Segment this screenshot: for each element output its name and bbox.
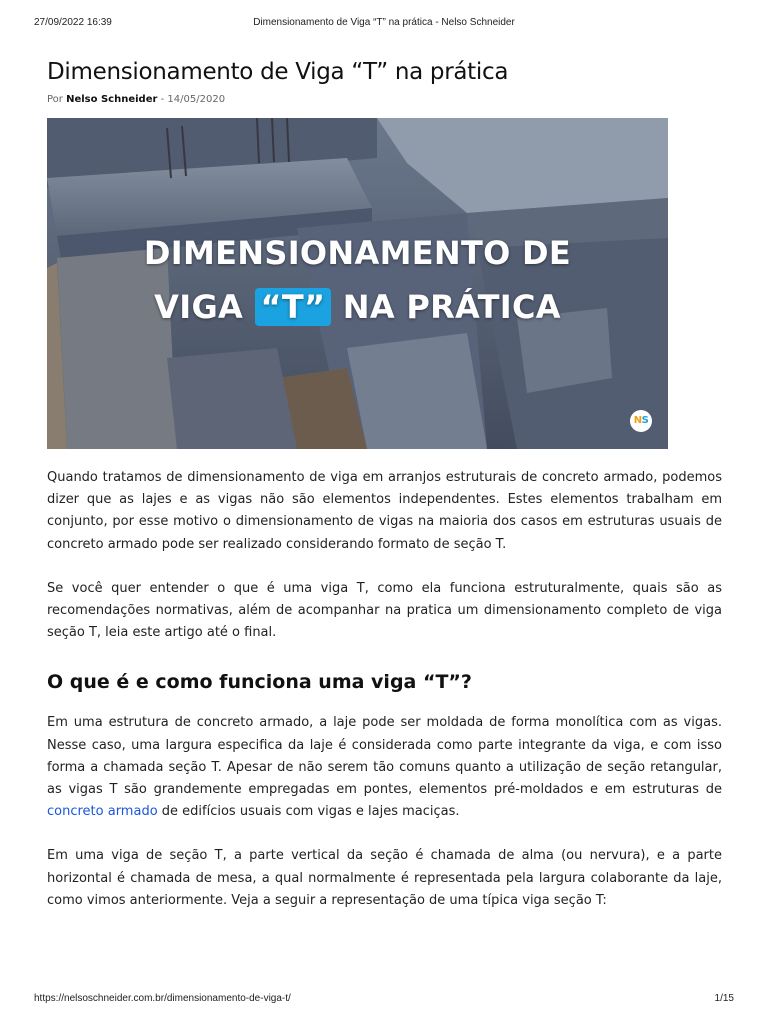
article — [47, 52, 722, 912]
article-title: Dimensionamento de Viga “T” na prática — [47, 59, 509, 85]
print-page-title: Dimensionamento de Viga “T” na prática - Nelso Schneider — [253, 17, 515, 28]
hero-title-na-pratica: NA PRÁTICA — [342, 288, 561, 326]
print-header — [0, 17, 768, 31]
concrete-beams-illustration — [47, 118, 668, 449]
byline — [47, 92, 722, 118]
ns-logo-s: S — [641, 415, 649, 426]
byline-separator: - — [160, 94, 165, 105]
call-to-action-paragraph: Se você quer entender o que é uma viga T, como ela funciona estruturalmente, quais são as recomendações normativas, além de acompanhar na pratica um dimensionamento completo de viga seção T, leia este artigo até o final. — [47, 580, 722, 641]
publish-date: 14/05/2020 — [167, 94, 226, 105]
ns-logo — [630, 410, 652, 432]
definition-text-end: de edifícios usuais com vigas e lajes maciças. — [157, 804, 460, 820]
print-page-number: 1/15 — [714, 993, 734, 1004]
definition-text-start: Em uma estrutura de concreto armado, a laje pode ser moldada de forma monolítica com as vigas. Nesse caso, uma largura especifica da laje é considerada como parte integrante da viga, e com isso forma a chamada seção T. Apesar de não serem tão comuns quanto a utilização de seção retangular, as vigas T são grandemente empregadas em pontes, elementos pré-moldados e em estruturas de — [47, 715, 722, 798]
section-heading: O que é e como funciona uma viga “T”? — [47, 671, 472, 694]
hero-title-line2 — [47, 288, 668, 326]
hero-title-t-highlight: “T” — [255, 288, 332, 326]
hero-image — [47, 118, 668, 449]
print-url: https://nelsoschneider.com.br/dimensionamento-de-viga-t/ — [34, 993, 291, 1004]
print-datetime: 27/09/2022 16:39 — [34, 17, 112, 28]
author-link[interactable]: Nelso Schneider — [66, 94, 158, 105]
alma-mesa-paragraph: Em uma viga de seção T, a parte vertical da seção é chamada de alma (ou nervura), e a parte horizontal é chamada de mesa, a qual normalmente é representada pela largura colaborante da laje, como vimos anteriormente. Veja a seguir a representação de uma típica viga seção T: — [47, 848, 722, 908]
ns-logo-n: N — [633, 415, 642, 426]
hero-title-line1: DIMENSIONAMENTO DE — [143, 234, 572, 272]
byline-prefix: Por — [47, 94, 63, 105]
definition-paragraph — [47, 712, 722, 823]
print-footer — [0, 993, 768, 1007]
concreto-armado-link[interactable]: concreto armado — [47, 804, 158, 820]
hero-title-viga: VIGA — [154, 288, 244, 326]
intro-paragraph: Quando tratamos de dimensionamento de viga em arranjos estruturais de concreto armado, podemos dizer que as lajes e as vigas não são elementos independentes. Estes elementos trabalham em conjunto, por esse motivo o dimensionamento de vigas na maioria dos casos em estruturas usuais de concreto armado pode ser realizado considerando formato de seção T. — [47, 470, 722, 552]
